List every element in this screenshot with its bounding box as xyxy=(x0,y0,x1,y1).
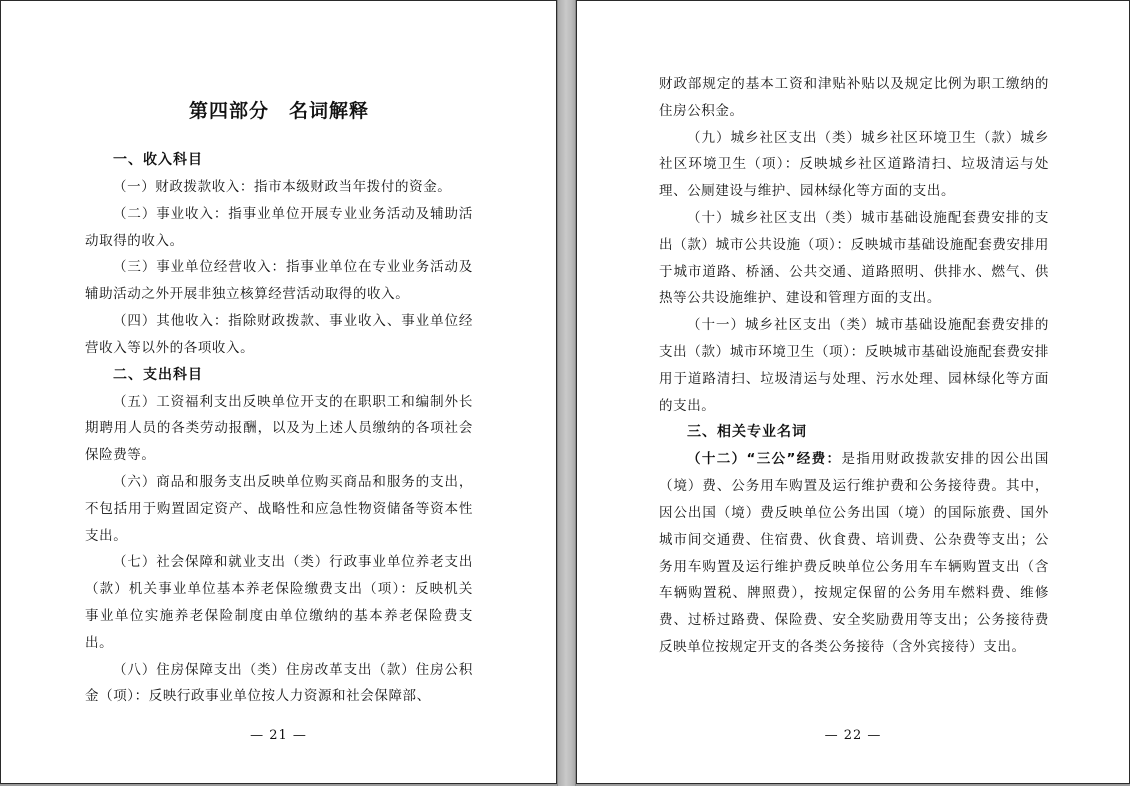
right-page xyxy=(576,0,1130,784)
section-heading-expenditure: 二、支出科目 xyxy=(113,366,203,383)
left-page xyxy=(0,0,557,784)
page-number-right: — 22 — xyxy=(824,728,882,743)
section-heading-income: 一、收入科目 xyxy=(113,152,203,168)
gutter-divider-left xyxy=(557,0,558,786)
page-title: 第四部分 名词解释 xyxy=(188,100,369,122)
paragraph-12-body: 是指用财政拨款安排的因公出国（境）费、公务用车购置及运行维护费和公务接待费。其中，因公出国（境）费反映单位公务出国（境）的国际旅费、国外城市间交通费、住宿费、伙食费、培训费、公杂费等支出；公务用车购置及运行维护费反映单位公务用车车辆购置支出（含车辆购置税、牌照费），按规定保留的公务用车燃料费、维修费、过桥过路费、保险费、安全奖励费用等支出；公务接待费反映单位按规定开支的各类公务接待（含外宾接待）支出。 xyxy=(659,451,1049,655)
paragraph-1: （一）财政拨款收入：指市本级财政当年拨付的资金。 xyxy=(113,179,452,195)
paragraph-10: （十）城乡社区支出（类）城市基础设施配套费安排的支出（款）城市公共设施（项）：反映城市基础设施配套费安排用于城市道路、桥涵、公共交通、道路照明、供排水、燃气、供热等公共设施维护、建设和管理方面的支出。 xyxy=(659,209,1049,307)
right-page-content xyxy=(659,71,1049,661)
term-three-public-funds: （十二）“三公”经费： xyxy=(687,451,842,468)
paragraph-9: （九）城乡社区支出（类）城乡社区环境卫生（款）城乡社区环境卫生（项）：反映城乡社区道路清扫、垃圾清运与处理、公厕建设与维护、园林绿化等方面的支出。 xyxy=(659,129,1049,200)
paragraph-7: （七）社会保障和就业支出（类）行政事业单位养老支出（款）机关事业单位基本养老保险缴费支出（项）：反映机关事业单位实施养老保险制度由单位缴纳的基本养老保险费支出。 xyxy=(85,554,473,651)
paragraph-5: （五）工资福利支出反映单位开支的在职职工和编制外长期聘用人员的各类劳动报酬，以及为上述人员缴纳的各项社会保险费等。 xyxy=(85,393,473,464)
page-number-left: — 21 — xyxy=(250,728,307,743)
paragraph-8: （八）住房保障支出（类）住房改革支出（款）住房公积金（项）：反映行政事业单位按人力资源和社会保障部、 xyxy=(85,661,473,705)
paragraph-8-continued: 财政部规定的基本工资和津贴补贴以及规定比例为职工缴纳的住房公积金。 xyxy=(659,76,1049,119)
paragraph-2: （二）事业收入：指事业单位开展专业业务活动及辅助活动取得的收入。 xyxy=(85,205,473,249)
paragraph-11: （十一）城乡社区支出（类）城市基础设施配套费安排的支出（款）城市环境卫生（项）：反映城市基础设施配套费安排用于道路清扫、垃圾清运与处理、污水处理、园林绿化等方面的支出。 xyxy=(659,317,1049,414)
paragraph-3: （三）事业单位经营收入：指事业单位在专业业务活动及辅助活动之外开展非独立核算经营活动取得的收入。 xyxy=(85,259,473,303)
section-heading-terms: 三、相关专业名词 xyxy=(687,424,807,441)
paragraph-6: （六）商品和服务支出反映单位购买商品和服务的支出，不包括用于购置固定资产、战略性和应急性物资储备等资本性支出。 xyxy=(85,473,473,544)
paragraph-4: （四）其他收入：指除财政拨款、事业收入、事业单位经营收入等以外的各项收入。 xyxy=(85,312,473,356)
paragraph-12 xyxy=(659,446,1049,660)
left-page-content xyxy=(85,97,473,710)
page-gutter xyxy=(557,0,576,786)
